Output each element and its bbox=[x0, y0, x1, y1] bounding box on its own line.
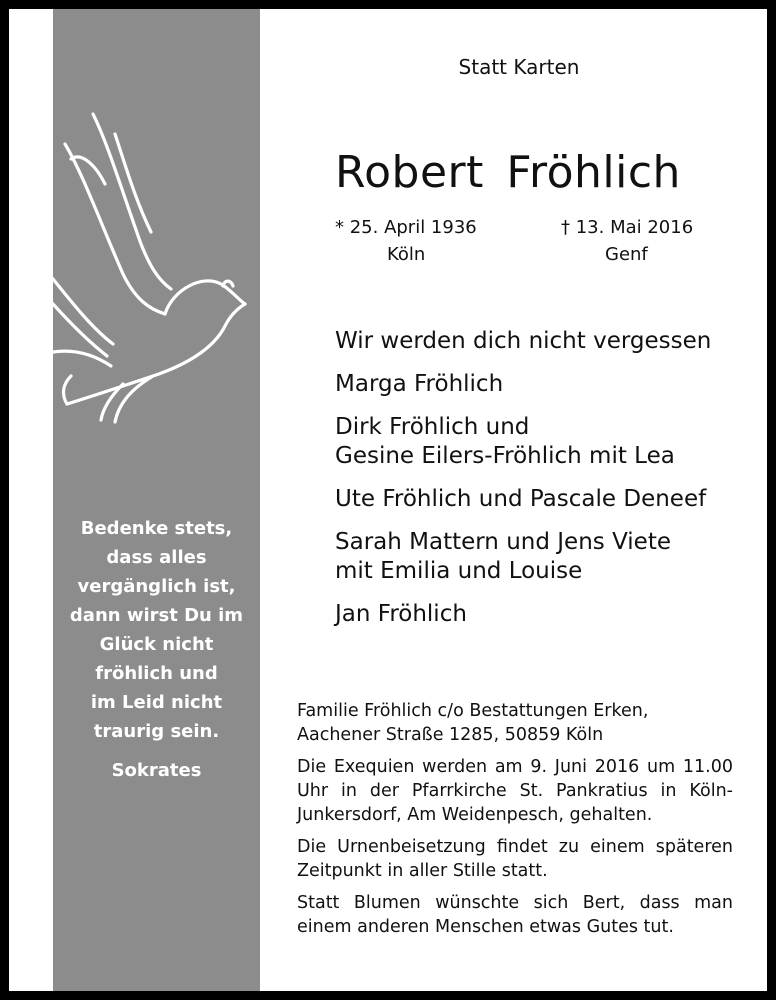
death-place: Genf bbox=[605, 244, 648, 265]
motto-line: Wir werden dich nicht vergessen bbox=[335, 328, 712, 354]
mourner-name: Ute Fröhlich und Pascale Deneef bbox=[335, 486, 707, 512]
birth-info bbox=[335, 214, 477, 268]
mourner-name: Marga Fröhlich bbox=[335, 371, 504, 397]
exequies-text: Die Exequien werden am 9. Juni 2016 um 11.00 Uhr in der Pfarrkirche St. Pankratius in Köln-Junkersdorf, Am Weidenpesch, gehalten. bbox=[297, 757, 733, 825]
mourner-group bbox=[335, 413, 711, 471]
contact-address bbox=[297, 699, 733, 747]
flowers-text: Statt Blumen wünschte sich Bert, dass man einem anderen Menschen etwas Gutes tut. bbox=[297, 893, 733, 937]
mourner-name: Sarah Mattern und Jens Viete bbox=[335, 529, 672, 555]
quote bbox=[53, 514, 260, 785]
quote-author: Sokrates bbox=[111, 760, 202, 781]
birth-date: * 25. April 1936 bbox=[335, 217, 477, 238]
mourner-name: Dirk Fröhlich und bbox=[335, 414, 530, 440]
header-note: Statt Karten bbox=[458, 55, 580, 79]
address-line: Aachener Straße 1285, 50859 Köln bbox=[297, 725, 604, 745]
service-details bbox=[297, 699, 733, 947]
quote-line: Bedenke stets, bbox=[80, 518, 233, 539]
quote-line: dann wirst Du im bbox=[69, 605, 244, 626]
mourner-group bbox=[335, 370, 711, 399]
quote-line: fröhlich und bbox=[95, 663, 218, 684]
sidebar-band bbox=[53, 9, 260, 991]
quote-line: Glück nicht bbox=[99, 634, 214, 655]
quote-line: vergänglich ist, bbox=[77, 576, 236, 597]
mourners-list bbox=[335, 327, 711, 643]
mourner-name: Jan Fröhlich bbox=[335, 601, 467, 627]
mourner-group bbox=[335, 600, 711, 629]
quote-line: im Leid nicht bbox=[90, 692, 223, 713]
mourner-name: Gesine Eilers-Fröhlich mit Lea bbox=[335, 443, 675, 469]
mourner-group bbox=[335, 528, 711, 586]
birth-place: Köln bbox=[387, 244, 426, 265]
quote-line: traurig sein. bbox=[93, 721, 220, 742]
quote-line: dass alles bbox=[106, 547, 207, 568]
death-date: † 13. Mai 2016 bbox=[561, 217, 694, 238]
dove-icon bbox=[53, 104, 253, 434]
death-info bbox=[561, 214, 693, 268]
address-line: Familie Fröhlich c/o Bestattungen Erken, bbox=[297, 701, 649, 721]
mourners-motto bbox=[335, 327, 711, 356]
mourner-name: mit Emilia und Louise bbox=[335, 558, 583, 584]
mourner-group bbox=[335, 485, 711, 514]
deceased-name: Robert Fröhlich bbox=[335, 147, 681, 198]
urn-burial-text: Die Urnenbeisetzung findet zu einem späteren Zeitpunkt in aller Stille statt. bbox=[297, 837, 733, 881]
